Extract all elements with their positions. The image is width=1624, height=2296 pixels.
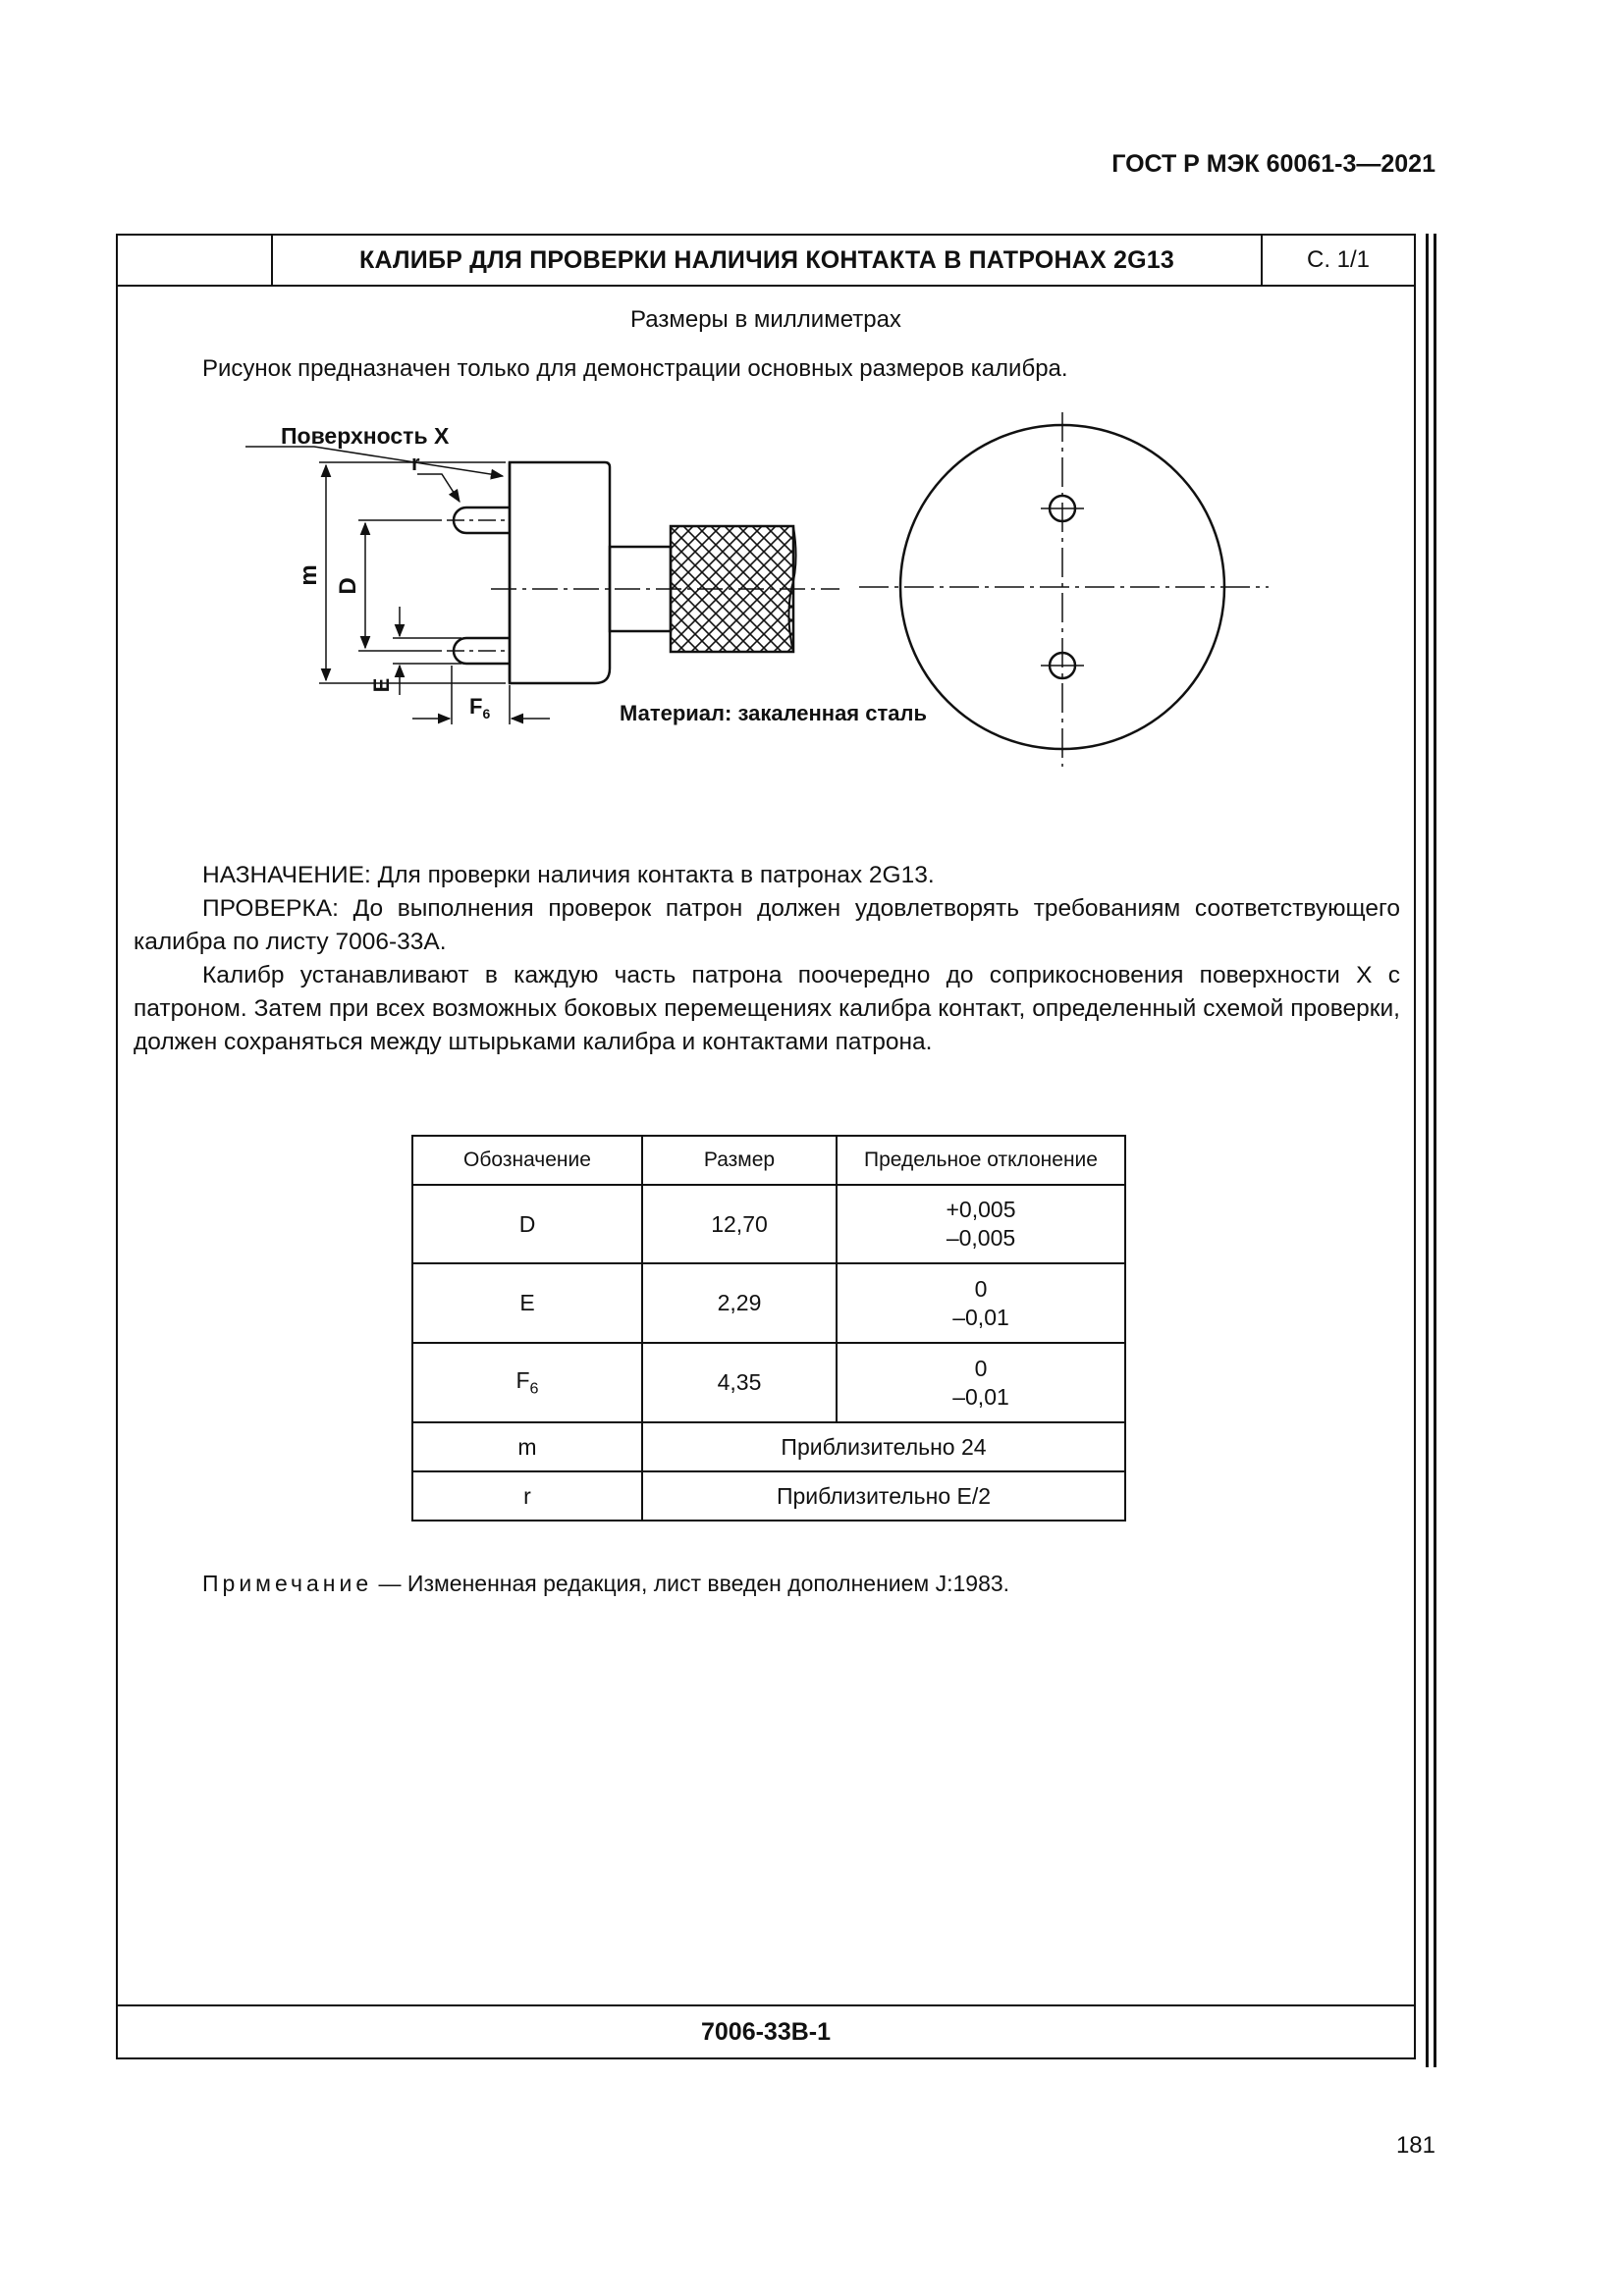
intro-text: Рисунок предназначен только для демонстрации основных размеров калибра. bbox=[202, 355, 1068, 382]
tolerance-cell: 0 –0,01 bbox=[837, 1263, 1125, 1343]
body-text bbox=[134, 859, 1400, 1059]
drawing-sheet bbox=[116, 234, 1416, 2059]
table-row bbox=[412, 1263, 1125, 1343]
purpose-paragraph: НАЗНАЧЕНИЕ: Для проверки наличия контакта в патронах 2G13. bbox=[202, 862, 935, 888]
sheet-header bbox=[118, 236, 1414, 287]
procedure-paragraph: Калибр устанавливают в каждую часть патрона поочередно до соприкосновения поверхности X с патроном. Затем при всех возможных боковых перемещениях калибра контакт, определенный схемой проверки, должен сохраняться между штырьками калибра и контактами патрона. bbox=[134, 962, 1400, 1055]
side-view bbox=[454, 462, 796, 683]
dimensions-table bbox=[411, 1135, 1126, 1522]
sheet-footer-code: 7006-33В-1 bbox=[118, 2004, 1414, 2057]
size-cell: 4,35 bbox=[642, 1343, 837, 1422]
binding-rule bbox=[1434, 234, 1436, 2067]
units-note: Размеры в миллиметрах bbox=[630, 306, 901, 333]
merged-value-cell: Приблизительно E/2 bbox=[642, 1471, 1125, 1521]
symbol-cell: r bbox=[412, 1471, 642, 1521]
d-label: D bbox=[335, 577, 361, 595]
col-symbol-header: Обозначение bbox=[412, 1136, 642, 1185]
gauge-drawing bbox=[118, 400, 1414, 862]
e-label: E bbox=[369, 677, 394, 693]
surface-x-label: Поверхность X bbox=[281, 423, 450, 449]
tolerance-cell: +0,005 –0,005 bbox=[837, 1185, 1125, 1263]
merged-value-cell: Приблизительно 24 bbox=[642, 1422, 1125, 1471]
col-size-header: Размер bbox=[642, 1136, 837, 1185]
note-text: — Измененная редакция, лист введен дополнением J:1983. bbox=[372, 1571, 1010, 1596]
m-label: m bbox=[296, 564, 322, 586]
r-label: r bbox=[411, 451, 420, 475]
sheet-title: КАЛИБР ДЛЯ ПРОВЕРКИ НАЛИЧИЯ КОНТАКТА В ПАТРОНАХ 2G13 bbox=[273, 236, 1263, 285]
check-paragraph: ПРОВЕРКА: До выполнения проверок патрон должен удовлетворять требованиям соответствующего калибра по листу 7006-33А. bbox=[134, 895, 1400, 955]
size-cell: 12,70 bbox=[642, 1185, 837, 1263]
symbol-cell: E bbox=[412, 1263, 642, 1343]
standard-designation: ГОСТ Р МЭК 60061-3—2021 bbox=[1111, 150, 1435, 178]
binding-rule bbox=[1426, 234, 1429, 2067]
material-note: Материал: закаленная сталь bbox=[620, 701, 928, 725]
header-blank-cell bbox=[118, 236, 273, 285]
symbol-cell: m bbox=[412, 1422, 642, 1471]
f6-label: $F_6$ bbox=[469, 694, 491, 721]
note-label: Примечание bbox=[202, 1571, 373, 1596]
table-row bbox=[412, 1422, 1125, 1471]
note bbox=[202, 1571, 1009, 1597]
symbol-cell: D bbox=[412, 1185, 642, 1263]
col-tolerance-header: Предельное отклонение bbox=[837, 1136, 1125, 1185]
size-cell: 2,29 bbox=[642, 1263, 837, 1343]
symbol-cell: $F_6$ bbox=[412, 1343, 642, 1422]
page-number: 181 bbox=[1395, 2132, 1435, 2159]
table-header-row bbox=[412, 1136, 1125, 1185]
tolerance-cell: 0 –0,01 bbox=[837, 1343, 1125, 1422]
table-row bbox=[412, 1471, 1125, 1521]
table-row bbox=[412, 1343, 1125, 1422]
table-row bbox=[412, 1185, 1125, 1263]
sheet-page-ref: С. 1/1 bbox=[1306, 246, 1371, 273]
